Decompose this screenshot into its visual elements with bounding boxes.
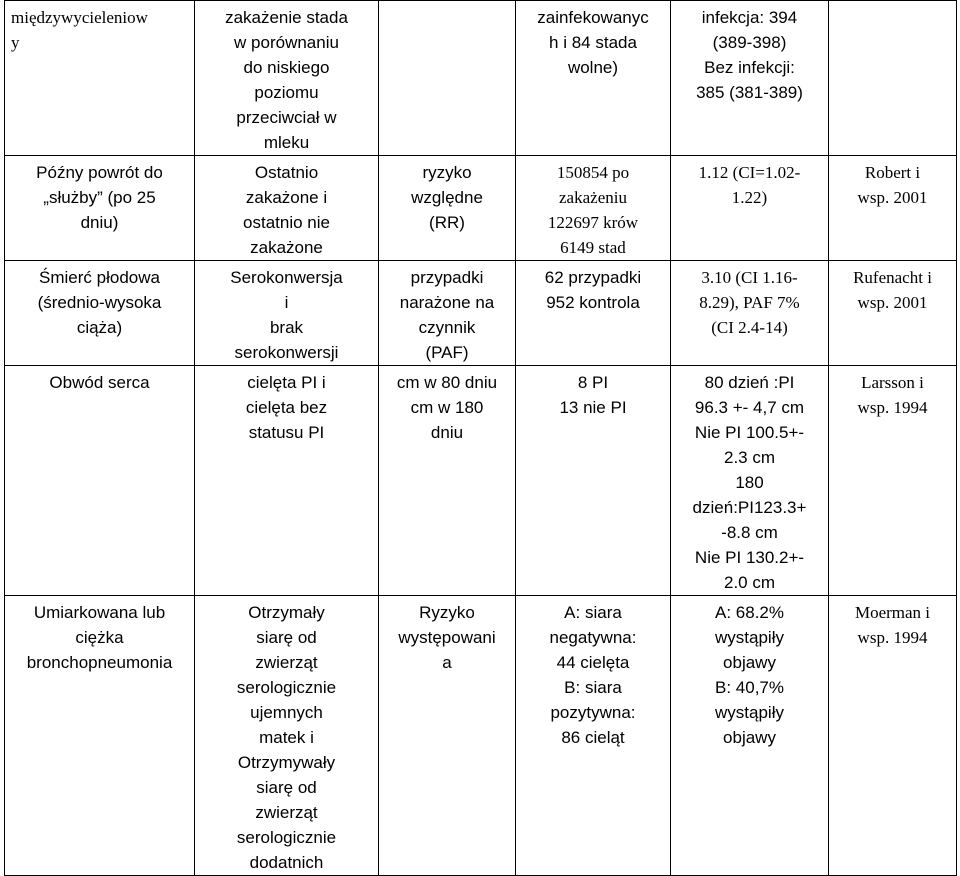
table-cell: 1.12 (CI=1.02- 1.22): [671, 156, 829, 261]
table-cell: infekcja: 394 (389-398) Bez infekcji: 385 (381-389): [671, 1, 829, 156]
table-cell: zainfekowanyc h i 84 stada wolne): [516, 1, 671, 156]
table-cell: Obwód serca: [5, 366, 195, 596]
table-row: [5, 596, 957, 876]
table-cell: międzywycieleniow y: [5, 1, 195, 156]
table-cell: A: 68.2% wystąpiły objawy B: 40,7% wystąpiły objawy: [671, 596, 829, 876]
table-cell: Rufenacht i wsp. 2001: [829, 261, 957, 366]
table-row: [5, 366, 957, 596]
table-cell: A: siara negatywna: 44 cielęta B: siara pozytywna: 86 cieląt: [516, 596, 671, 876]
table-cell: 150854 po zakażeniu 122697 krów 6149 stad: [516, 156, 671, 261]
table-cell: zakażenie stada w porównaniu do niskiego poziomu przeciwciał w mleku: [195, 1, 379, 156]
data-table: [4, 0, 957, 876]
table-cell: cielęta PI i cielęta bez statusu PI: [195, 366, 379, 596]
table-cell: Moerman i wsp. 1994: [829, 596, 957, 876]
table-cell: cm w 80 dniu cm w 180 dniu: [379, 366, 516, 596]
table-cell: Robert i wsp. 2001: [829, 156, 957, 261]
table-cell: ryzyko względne (RR): [379, 156, 516, 261]
table-cell: [379, 1, 516, 156]
table-cell: 8 PI 13 nie PI: [516, 366, 671, 596]
table-cell: Serokonwersja i brak serokonwersji: [195, 261, 379, 366]
table-cell: Ryzyko występowani a: [379, 596, 516, 876]
table-cell: Późny powrót do „służby” (po 25 dniu): [5, 156, 195, 261]
table-cell: Umiarkowana lub ciężka bronchopneumonia: [5, 596, 195, 876]
table-cell: Śmierć płodowa (średnio-wysoka ciąża): [5, 261, 195, 366]
table-row: [5, 261, 957, 366]
table-row: [5, 156, 957, 261]
table-cell: Larsson i wsp. 1994: [829, 366, 957, 596]
table-cell: 80 dzień :PI 96.3 +- 4,7 cm Nie PI 100.5+- 2.3 cm 180 dzień:PI123.3+ -8.8 cm Nie PI 130.2+- 2.0 cm: [671, 366, 829, 596]
table-cell: 62 przypadki 952 kontrola: [516, 261, 671, 366]
table-cell: Otrzymały siarę od zwierząt serologicznie ujemnych matek i Otrzymywały siarę od zwierząt serologicznie dodatnich: [195, 596, 379, 876]
table-cell: [829, 1, 957, 156]
table-cell: 3.10 (CI 1.16- 8.29), PAF 7% (CI 2.4-14): [671, 261, 829, 366]
table-cell: Ostatnio zakażone i ostatnio nie zakażone: [195, 156, 379, 261]
table-cell: przypadki narażone na czynnik (PAF): [379, 261, 516, 366]
table-row: [5, 1, 957, 156]
